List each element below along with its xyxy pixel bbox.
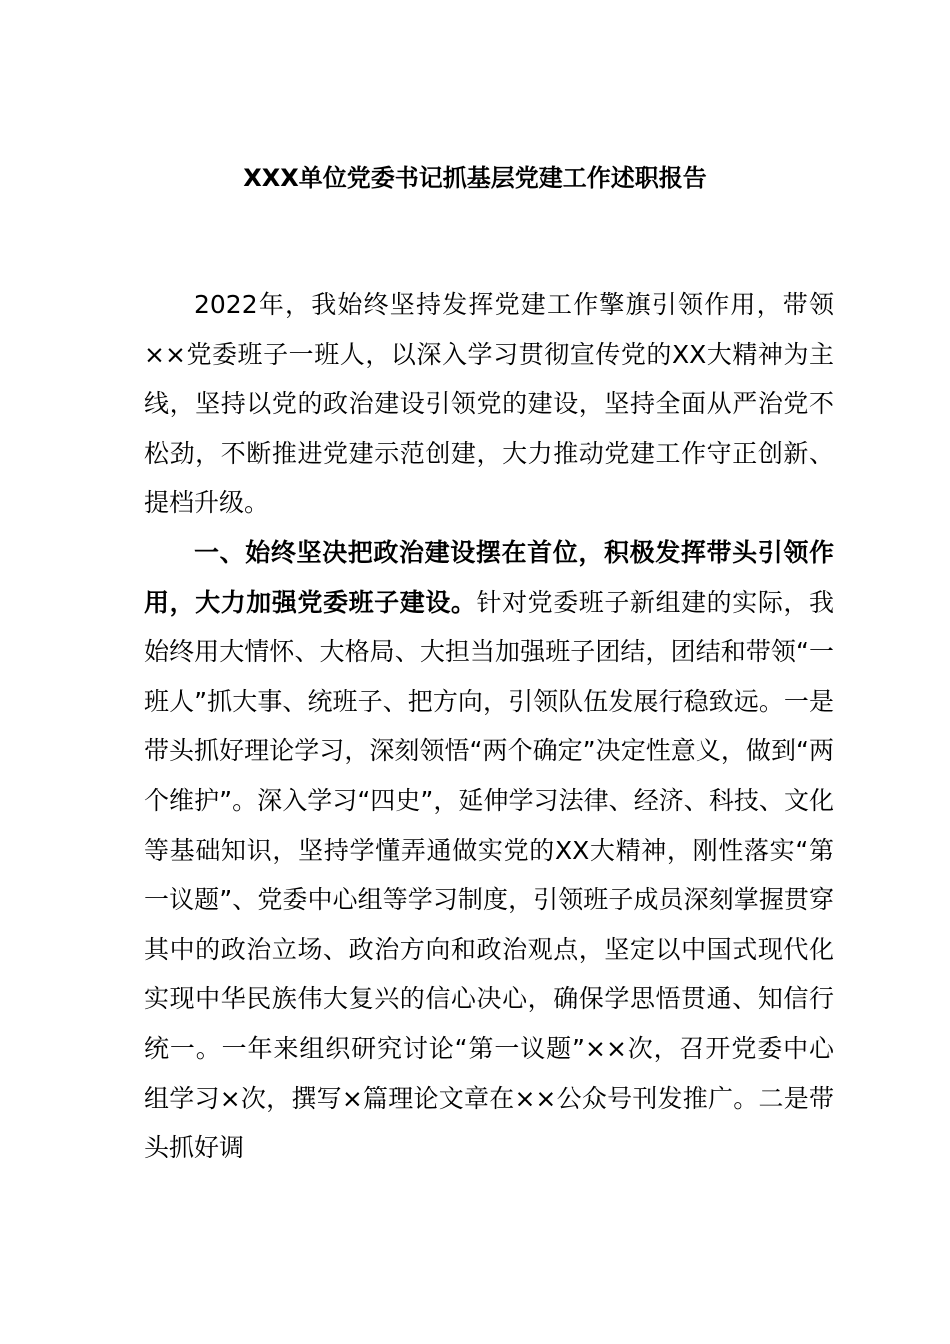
section-one-text: 针对党委班子新组建的实际，我始终用大情怀、大格局、大担当加强班子团结，团结和带领“一班人”抓大事、统班子、把方向，引领队伍发展行稳致远。一是带头抓好理论学习，深刻领悟“两个确定”决定性意义，做到“两个维护”。深入学习“四史”，延伸学习法律、经济、科技、文化等基础知识，坚持学懂弄通做实党的XX大精神，刚性落实“第一议题”、党委中心组等学习制度，引领班子成员深刻掌握贯穿其中的政治立场、政治方向和政治观点，坚定以中国式现代化实现中华民族伟大复兴的信心决心，确保学思悟贯通、知信行统一。一年来组织研究讨论“第一议题”××次，召开党委中心组学习×次，撰写×篇理论文章在××公众号刊发推广。二是带头抓好调 [144,587,834,1163]
paragraph-intro-text: 2022年，我始终坚持发挥党建工作擎旗引领作用，带领××党委班子一班人，以深入学习贯彻宣传党的XX大精神为主线，坚持以党的政治建设引领党的建设，坚持全面从严治党不松劲，不断推进党建示范创建，大力推动党建工作守正创新、提档升级。 [144,290,834,518]
document-title: XXX单位党委书记抓基层党建工作述职报告 [243,164,707,192]
section-one-heading: 一、始终坚决把政治建设摆在首位，积极发挥带头引领作用，大力加强党委班子建设。 [144,537,834,617]
paragraph-section-one [144,528,834,1173]
document-body [144,280,834,1173]
paragraph-intro [144,280,834,528]
